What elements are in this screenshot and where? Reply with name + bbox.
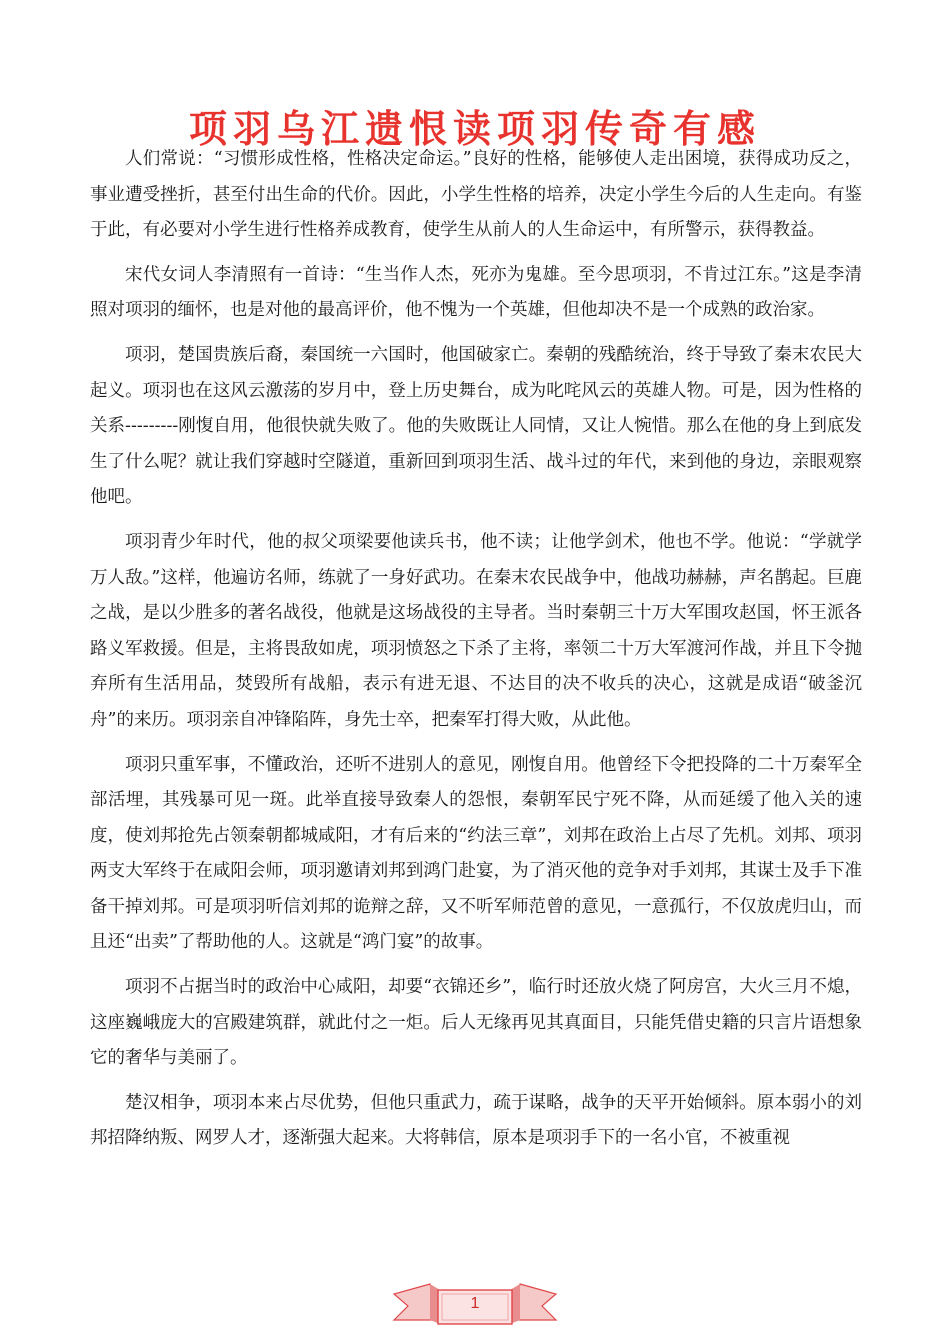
- paragraph: 项羽青少年时代，他的叔父项梁要他读兵书，他不读；让他学剑术，他也不学。他说：“学就学万人敌。”这样，他遍访名师，练就了一身好武功。在秦末农民战争中，他战功赫赫，声名鹊起。巨鹿之战，是以少胜多的著名战役，他就是这场战役的主导者。当时秦朝三十万大军围攻赵国，怀王派各路义军救援。但是，主将畏敌如虎，项羽愤怒之下杀了主将，率领二十万大军渡河作战，并且下令抛弃所有生活用品，焚毁所有战船，表示有进无退、不达目的决不收兵的决心，这就是成语“破釜沉舟”的来历。项羽亲自冲锋陷阵，身先士卒，把秦军打得大败，从此他。: [90, 531, 862, 730]
- paragraph: 项羽，楚国贵族后裔，秦国统一六国时，他国破家亡。秦朝的残酷统治，终于导致了秦末农民大起义。项羽也在这风云激荡的岁月中，登上历史舞台，成为叱咤风云的英雄人物。可是，因为性格的关系---------刚愎自用，他很快就失败了。他的失败既让人同情，又让人惋惜。那么在他的身上到底发生了什么呢？就让我们穿越时空隧道，重新回到项羽生活、战斗过的年代，来到他的身边，亲眼观察他吧。: [90, 344, 862, 508]
- paragraph: 项羽不占据当时的政治中心咸阳，却要“衣锦还乡”，临行时还放火烧了阿房宫，大火三月不熄，这座巍峨庞大的宫殿建筑群，就此付之一炬。后人无缘再见其真面目，只能凭借史籍的只言片语想象它的奢华与美丽了。: [90, 977, 862, 1069]
- paragraph: 宋代女词人李清照有一首诗：“生当作人杰，死亦为鬼雄。至今思项羽，不肯过江东。”这是李清照对项羽的缅怀，也是对他的最高评价，他不愧为一个英雄，但他却决不是一个成熟的政治家。: [90, 264, 862, 321]
- paragraph: 项羽只重军事，不懂政治，还听不进别人的意见，刚愎自用。他曾经下令把投降的二十万秦军全部活埋，其残暴可见一斑。此举直接导致秦人的怨恨，秦朝军民宁死不降，从而延缓了他入关的速度，使刘邦抢先占领秦朝都城咸阳，才有后来的“约法三章”，刘邦在政治上占尽了先机。刘邦、项羽两支大军终于在咸阳会师，项羽邀请刘邦到鸿门赴宴，为了消灭他的竞争对手刘邦，其谋士及手下准备干掉刘邦。可是项羽听信刘邦的诡辩之辞，又不听军师范曾的意见，一意孤行，不仅放虎归山，而且还“出卖”了帮助他的人。这就是“鸿门宴”的故事。: [90, 754, 862, 953]
- page-number: 1: [470, 1295, 480, 1312]
- paragraph: 人们常说：“习惯形成性格，性格决定命运。”良好的性格，能够使人走出困境，获得成功反之，事业遭受挫折，甚至付出生命的代价。因此，小学生性格的培养，决定小学生今后的人生走向。有鉴于此，有必要对小学生进行性格养成教育，使学生从前人的人生命运中，有所警示，获得教益。: [90, 149, 862, 241]
- page-footer: [390, 1276, 560, 1336]
- paragraph: 楚汉相争，项羽本来占尽优势，但他只重武力，疏于谋略，战争的天平开始倾斜。原本弱小的刘邦招降纳叛、网罗人才，逐渐强大起来。大将韩信，原本是项羽手下的一名小官，不被重视: [90, 1092, 862, 1149]
- document-title: 项羽乌江遗恨读项羽传奇有感: [188, 107, 761, 151]
- document-body: [90, 142, 862, 1166]
